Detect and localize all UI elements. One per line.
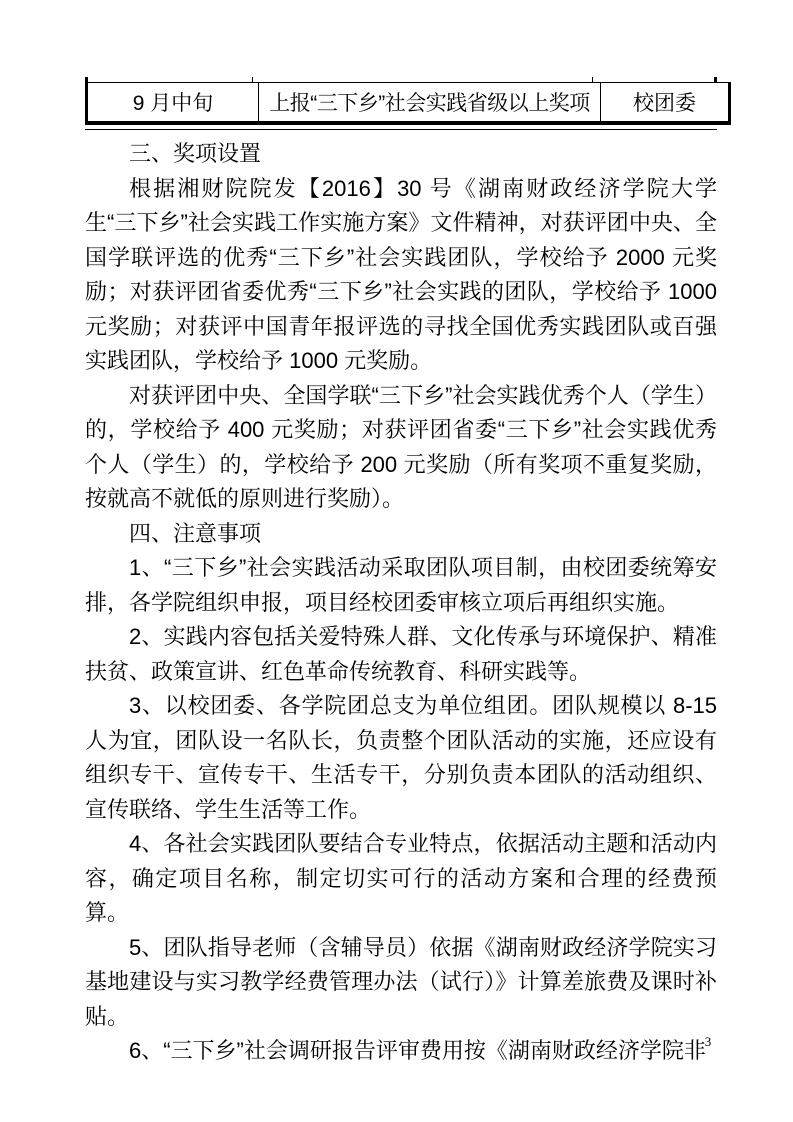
table-continuation-tick [714,77,717,82]
table-continuation-tick [85,77,88,82]
note-item-6: 6、“三下乡”社会调研报告评审费用按《湖南财政经济学院非 [129,1038,706,1063]
section-heading-awards: 三、奖项设置 [129,141,262,166]
para-awards-team: 根据湘财院院发【2016】30 号《湖南财政经济学院大学生“三下乡”社会实践工作实施方案》文件精神，对获评团中央、全国学联评选的优秀“三下乡”社会实践团队，学校给予 2000 元奖励；对获评团省委优秀“三下乡”社会实践的团队，学校给予 1000 元奖励；对获评中国青年报评选的寻找全国优秀实践团队或百强实践团队，学校给予 1000 元奖励。 [85,175,717,373]
note-item-4: 4、各社会实践团队要结合专业特点，依据活动主题和活动内容，确定项目名称，制定切实可行的活动方案和合理的经费预算。 [85,831,717,925]
table-bottom-rule [85,129,717,130]
document-body [85,137,717,1069]
para-awards-individual: 对获评团中央、全国学联“三下乡”社会实践优秀个人（学生）的，学校给予 400 元奖励；对获评团省委“三下乡”社会实践优秀个人（学生）的，学校给予 200 元奖励（所有奖项不重复奖励，按就高不就低的原则进行奖励）。 [85,382,717,511]
note-item-1: 1、“三下乡”社会实践活动采取团队项目制，由校团委统筹安排，各学院组织申报，项目经校团委审核立项后再组织实施。 [85,555,717,615]
table-continuation-tick [592,77,593,82]
schedule-table [85,82,717,130]
section-heading-notes: 四、注意事项 [129,520,262,546]
schedule-cell-department: 校团委 [601,83,730,124]
schedule-cell-time: 9 月中旬 [87,83,259,124]
note-item-2: 2、实践内容包括关爱特殊人群、文化传承与环境保护、精准扶贫、政策宣讲、红色革命传统教育、科研实践等。 [85,624,717,684]
note-item-5: 5、团队指导老师（含辅导员）依据《湖南财政经济学院实习基地建设与实习教学经费管理办法（试行）》计算差旅费及课时补贴。 [85,934,717,1029]
schedule-cell-task: 上报“三下乡”社会实践省级以上奖项 [259,83,601,124]
schedule-table-row [87,83,730,124]
note-item-3: 3、以校团委、各学院团总支为单位组团。团队规模以 8-15 人为宜，团队设一名队长，负责整个团队活动的实施，还应设有组织专干、宣传专干、生活专干，分别负责本团队的活动组织、宣传联络、学生生活等工作。 [85,693,717,822]
page-content [85,82,717,1069]
page-number: 3 [704,1034,712,1049]
table-continuation-tick [252,77,253,82]
